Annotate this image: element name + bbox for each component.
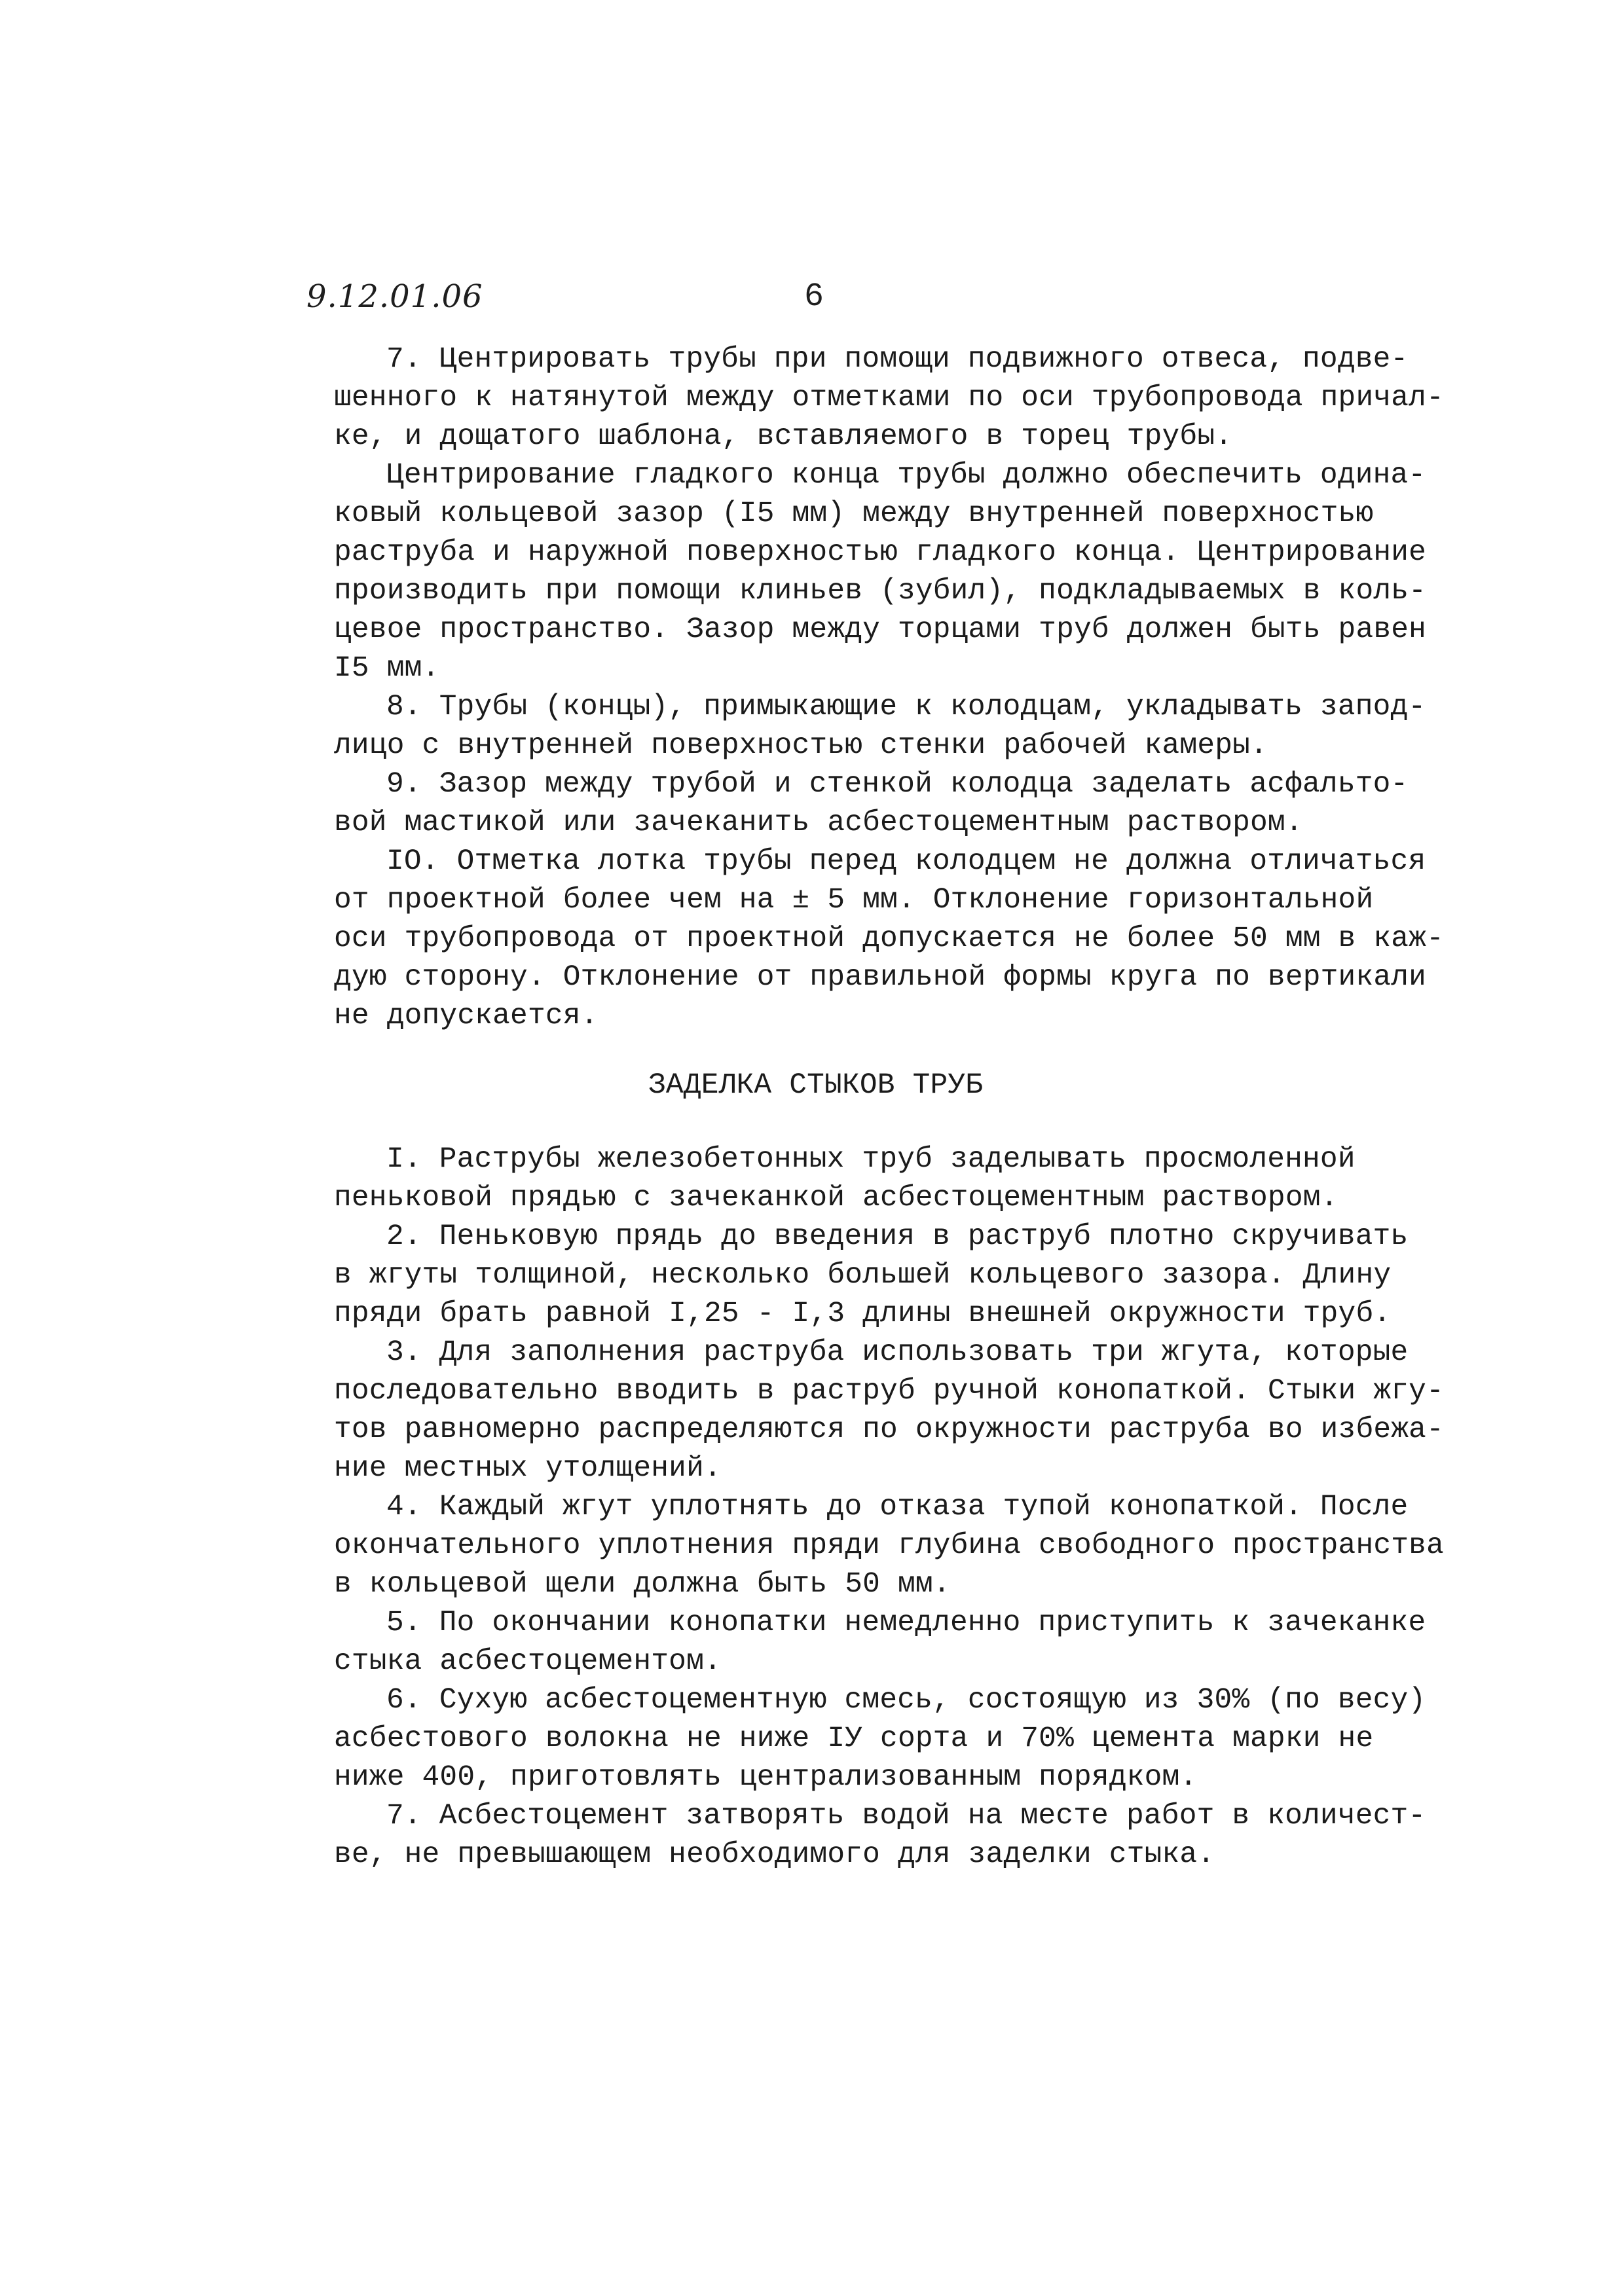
text-line: ниже 400, приготовлять централизованным порядком. bbox=[334, 1761, 1198, 1794]
text-line: IO. Отметка лотка трубы перед колодцем не должна отличаться bbox=[386, 845, 1426, 878]
text-line: асбестового волокна не ниже IУ сорта и 70% цемента марки не bbox=[334, 1722, 1374, 1755]
text-line: ние местных утолщений. bbox=[334, 1452, 722, 1485]
text-line: в кольцевой щели должна быть 50 мм. bbox=[334, 1568, 951, 1601]
text-line: 9. Зазор между трубой и стенкой колодца заделать асфальто- bbox=[386, 768, 1409, 801]
text-line: 7. Асбестоцемент затворять водой на месте работ в количест- bbox=[386, 1800, 1426, 1832]
text-line: в жгуты толщиной, несколько большей кольцевого зазора. Длину bbox=[334, 1259, 1392, 1292]
text-line: последовательно вводить в раструб ручной конопаткой. Стыки жгу- bbox=[334, 1375, 1444, 1408]
text-line: 2. Пеньковую прядь до введения в раструб плотно скручивать bbox=[386, 1220, 1409, 1253]
text-line: тов равномерно распределяются по окружности раструба во избежа- bbox=[334, 1413, 1444, 1446]
text-line: шенного к натянутой между отметками по оси трубопровода причал- bbox=[334, 382, 1444, 414]
text-line: I5 мм. bbox=[334, 652, 440, 685]
text-line: окончательного уплотнения пряди глубина свободного пространства bbox=[334, 1529, 1444, 1562]
text-line: 7. Центрировать трубы при помощи подвижного отвеса, подве- bbox=[386, 343, 1409, 376]
document-code: 9.12.01.06 bbox=[306, 278, 483, 315]
text-line: стыка асбестоцементом. bbox=[334, 1645, 722, 1678]
text-line: 6. Сухую асбестоцементную смесь, состоящую из 30% (по весу) bbox=[386, 1684, 1426, 1717]
text-line: оси трубопровода от проектной допускается не более 50 мм в каж- bbox=[334, 922, 1444, 955]
text-line: 8. Трубы (концы), примыкающие к колодцам, укладывать запод- bbox=[386, 691, 1426, 723]
body-text bbox=[334, 340, 1444, 1874]
text-line: лицо с внутренней поверхностью стенки рабочей камеры. bbox=[334, 729, 1268, 762]
text-line: пеньковой прядью с зачеканкой асбестоцементным раствором. bbox=[334, 1182, 1338, 1214]
text-line: I. Раструбы железобетонных труб заделывать просмоленной bbox=[386, 1143, 1356, 1176]
text-line: 3. Для заполнения раструба использовать три жгута, которые bbox=[386, 1336, 1409, 1369]
text-line: цевое пространство. Зазор между торцами труб должен быть равен bbox=[334, 613, 1427, 646]
section-heading: ЗАДЕЛКА СТЫКОВ ТРУБ bbox=[648, 1069, 984, 1102]
text-line: вой мастикой или зачеканить асбестоцементным раствором. bbox=[334, 807, 1303, 839]
text-line: ве, не превышающем необходимого для заделки стыка. bbox=[334, 1838, 1215, 1871]
text-line: пряди брать равной I,25 - I,3 длины внешней окружности труб. bbox=[334, 1298, 1392, 1330]
text-line: Центрирование гладкого конца трубы должно обеспечить одина- bbox=[386, 459, 1426, 492]
page-number: 6 bbox=[804, 278, 824, 316]
text-line: не допускается. bbox=[334, 1000, 599, 1032]
section-heading-container bbox=[334, 1036, 1336, 1140]
text-line: 4. Каждый жгут уплотнять до отказа тупой конопаткой. После bbox=[386, 1491, 1409, 1523]
text-line: 5. По окончании конопатки немедленно приступить к зачеканке bbox=[386, 1607, 1426, 1639]
text-line: от проектной более чем на ± 5 мм. Отклонение горизонтальной bbox=[334, 884, 1374, 917]
text-line: раструба и наружной поверхностью гладкого конца. Центрирование bbox=[334, 536, 1427, 569]
text-line: ке, и дощатого шаблона, вставляемого в торец трубы. bbox=[334, 420, 1233, 453]
text-line: ковый кольцевой зазор (I5 мм) между внутренней поверхностью bbox=[334, 498, 1374, 530]
text-line: производить при помощи клиньев (зубил), подкладываемых в коль- bbox=[334, 575, 1427, 608]
text-line: дую сторону. Отклонение от правильной формы круга по вертикали bbox=[334, 961, 1427, 994]
